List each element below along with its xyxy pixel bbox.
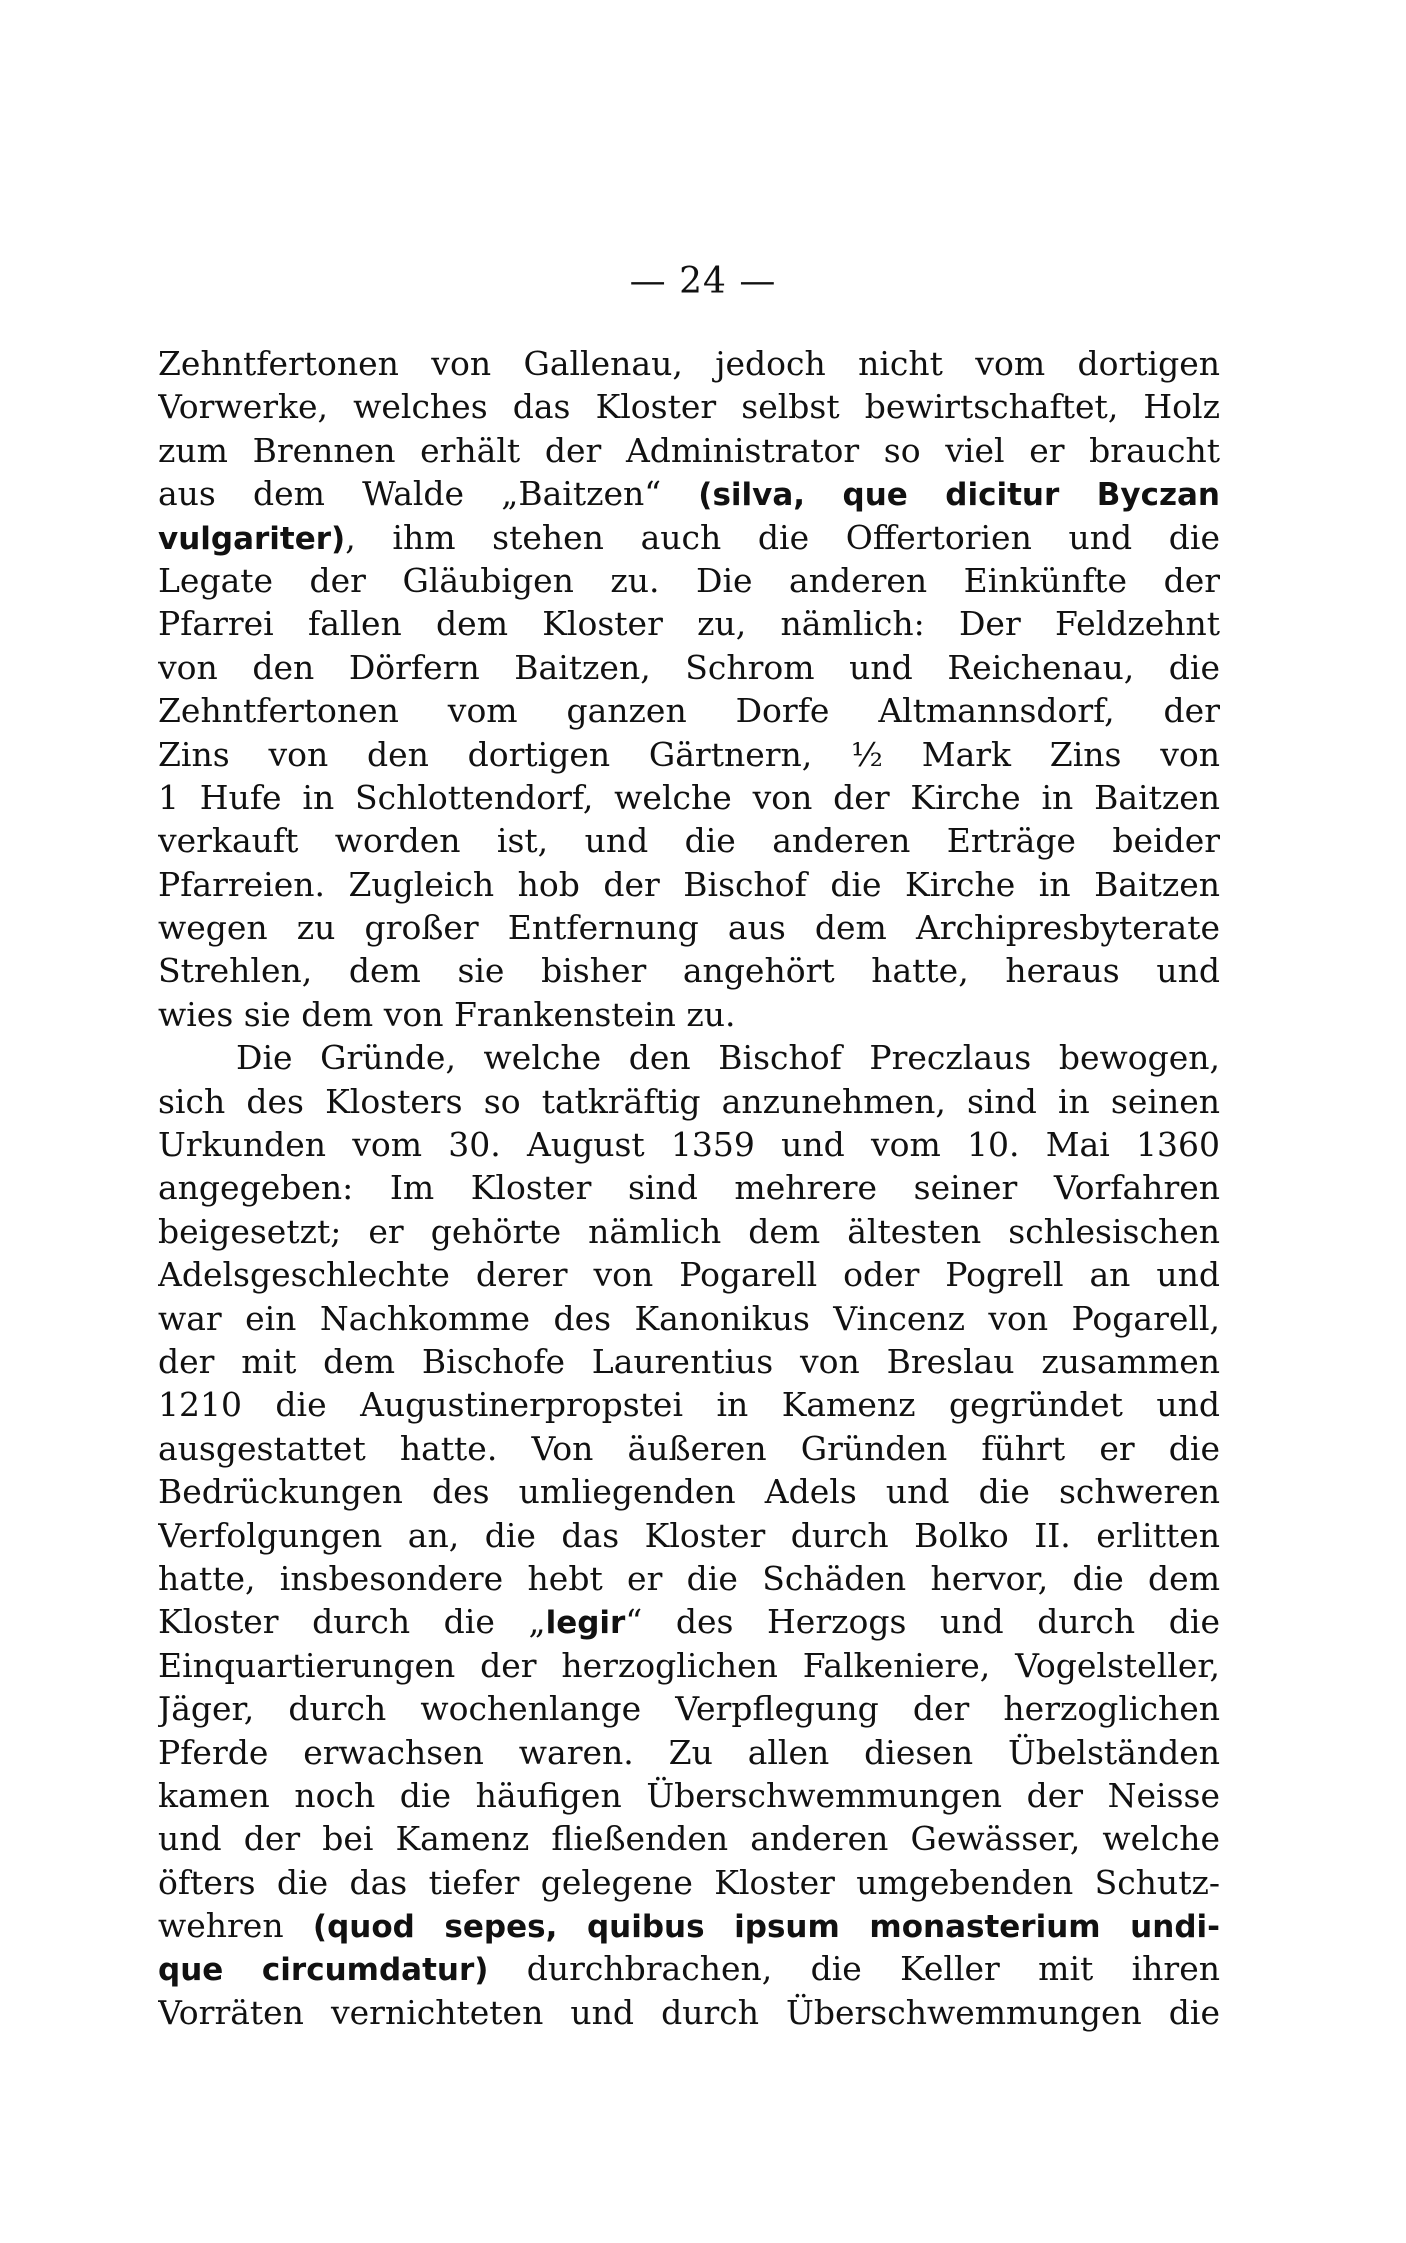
text-segment: , ihm stehen auch die Offertorien und die: [345, 517, 1220, 557]
text-line: [158, 906, 1220, 949]
text-segment: wies sie dem von Frankenstein zu.: [158, 994, 736, 1034]
text-segment: öfters die das tiefer gelegene Kloster umgebenden Schutz-: [158, 1862, 1220, 1902]
text-segment: Bedrückungen des umliegenden Adels und die schweren: [158, 1472, 1220, 1512]
text-segment: Adelsgeschlechte derer von Pogarell oder Pogrell an und: [158, 1255, 1220, 1295]
text-line: [158, 1297, 1220, 1340]
text-segment: der mit dem Bischofe Laurentius von Breslau zusammen: [158, 1341, 1220, 1381]
text-segment: Vorwerke, welches das Kloster selbst bewirtschaftet, Holz: [158, 387, 1220, 427]
text-segment: Pfarreien. Zugleich hob der Bischof die Kirche in Baitzen: [158, 864, 1220, 904]
text-line: [158, 1731, 1220, 1774]
text-segment: beigesetzt; er gehörte nämlich dem ältesten schlesischen: [158, 1211, 1220, 1251]
text-line: [158, 689, 1220, 732]
text-line: [158, 1817, 1220, 1860]
text-segment: Einquartierungen der herzoglichen Falkeniere, Vogelsteller,: [158, 1645, 1220, 1685]
text-line: [158, 516, 1220, 559]
text-line: [158, 1557, 1220, 1600]
text-segment: hatte, insbesondere hebt er die Schäden hervor, die dem: [158, 1558, 1220, 1598]
text-line: [158, 1991, 1220, 2034]
text-line: [158, 1947, 1220, 1990]
text-segment: wehren: [158, 1906, 313, 1946]
text-segment: angegeben: Im Kloster sind mehrere seiner Vorfahren: [158, 1168, 1220, 1208]
latin-quote: vulgariter): [158, 520, 346, 557]
text-segment: Urkunden vom 30. August 1359 und vom 10. Mai 1360: [158, 1125, 1220, 1165]
text-line: [158, 1904, 1220, 1947]
text-line: [158, 1383, 1220, 1426]
text-line: [158, 993, 1220, 1036]
text-segment: war ein Nachkomme des Kanonikus Vincenz von Pogarell,: [158, 1298, 1220, 1338]
text-segment: aus dem Walde „Baitzen“: [158, 474, 699, 514]
text-line: [158, 342, 1220, 385]
text-segment: Jäger, durch wochenlange Verpflegung der herzoglichen: [158, 1689, 1220, 1729]
text-segment: “ des Herzogs und durch die: [625, 1602, 1220, 1642]
text-line: [158, 1080, 1220, 1123]
latin-quote: (silva, que dicitur Byczan: [698, 477, 1220, 514]
text-segment: Kloster durch die „: [158, 1602, 546, 1642]
text-segment: Zehntfertonen vom ganzen Dorfe Altmannsdorf, der: [158, 691, 1220, 731]
text-line: [158, 1166, 1220, 1209]
text-line: [158, 1427, 1220, 1470]
text-segment: Zehntfertonen von Gallenau, jedoch nicht vom dortigen: [158, 344, 1220, 383]
text-line: [158, 472, 1220, 515]
text-line: [158, 1123, 1220, 1166]
text-segment: Verfolgungen an, die das Kloster durch Bolko II. erlitten: [158, 1515, 1220, 1555]
text-segment: Pfarrei fallen dem Kloster zu, nämlich: Der Feldzehnt: [158, 604, 1220, 644]
text-segment: kamen noch die häufigen Überschwemmungen der Neisse: [158, 1775, 1220, 1815]
latin-quote: legir: [545, 1605, 626, 1642]
text-segment: ausgestattet hatte. Von äußeren Gründen führt er die: [158, 1428, 1220, 1468]
text-segment: Legate der Gläubigen zu. Die anderen Einkünfte der: [158, 560, 1220, 600]
text-line: [158, 602, 1220, 645]
text-line: [158, 1644, 1220, 1687]
text-line: [158, 646, 1220, 689]
text-segment: sich des Klosters so tatkräftig anzunehmen, sind in seinen: [158, 1081, 1220, 1121]
text-line: [158, 1210, 1220, 1253]
text-line: [158, 1253, 1220, 1296]
text-line: [158, 733, 1220, 776]
text-line: [158, 1340, 1220, 1383]
text-line: [158, 1600, 1220, 1643]
text-segment: Pferde erwachsen waren. Zu allen diesen Übelständen: [158, 1732, 1220, 1772]
text-line: [158, 1470, 1220, 1513]
text-line: [158, 819, 1220, 862]
page-number: — 24 —: [629, 261, 777, 302]
text-segment: 1 Hufe in Schlottendorf, welche von der Kirche in Baitzen: [158, 777, 1220, 817]
text-segment: Zins von den dortigen Gärtnern, ½ Mark Zins von: [158, 734, 1220, 774]
text-segment: verkauft worden ist, und die anderen Erträge beider: [158, 821, 1220, 861]
text-segment: Vorräten vernichteten und durch Überschwemmungen die: [158, 1992, 1220, 2032]
text-line: [158, 559, 1220, 602]
latin-quote: (quod sepes, quibus ipsum monasterium undi-: [312, 1909, 1220, 1946]
text-line: [158, 1514, 1220, 1557]
text-line: [158, 1036, 1220, 1079]
text-line: [158, 385, 1220, 428]
text-segment: von den Dörfern Baitzen, Schrom und Reichenau, die: [158, 647, 1220, 687]
text-line: [158, 776, 1220, 819]
text-segment: Strehlen, dem sie bisher angehört hatte, heraus und: [158, 951, 1220, 991]
text-segment: und der bei Kamenz fließenden anderen Gewässer, welche: [158, 1819, 1220, 1859]
text-line: [158, 429, 1220, 472]
text-segment: wegen zu großer Entfernung aus dem Archipresbyterate: [158, 908, 1220, 948]
text-line: [158, 1774, 1220, 1817]
text-line: [158, 1861, 1220, 1904]
text-line: [158, 863, 1220, 906]
text-line: [158, 949, 1220, 992]
latin-quote: que circumdatur): [158, 1952, 489, 1989]
body-text: [158, 342, 1220, 2034]
text-segment: Die Gründe, welche den Bischof Preczlaus bewogen,: [236, 1038, 1220, 1078]
text-segment: durchbrachen, die Keller mit ihren: [488, 1949, 1220, 1989]
text-segment: zum Brennen erhält der Administrator so viel er braucht: [158, 430, 1220, 470]
text-line: [158, 1687, 1220, 1730]
text-segment: 1210 die Augustinerpropstei in Kamenz gegründet und: [158, 1385, 1220, 1425]
